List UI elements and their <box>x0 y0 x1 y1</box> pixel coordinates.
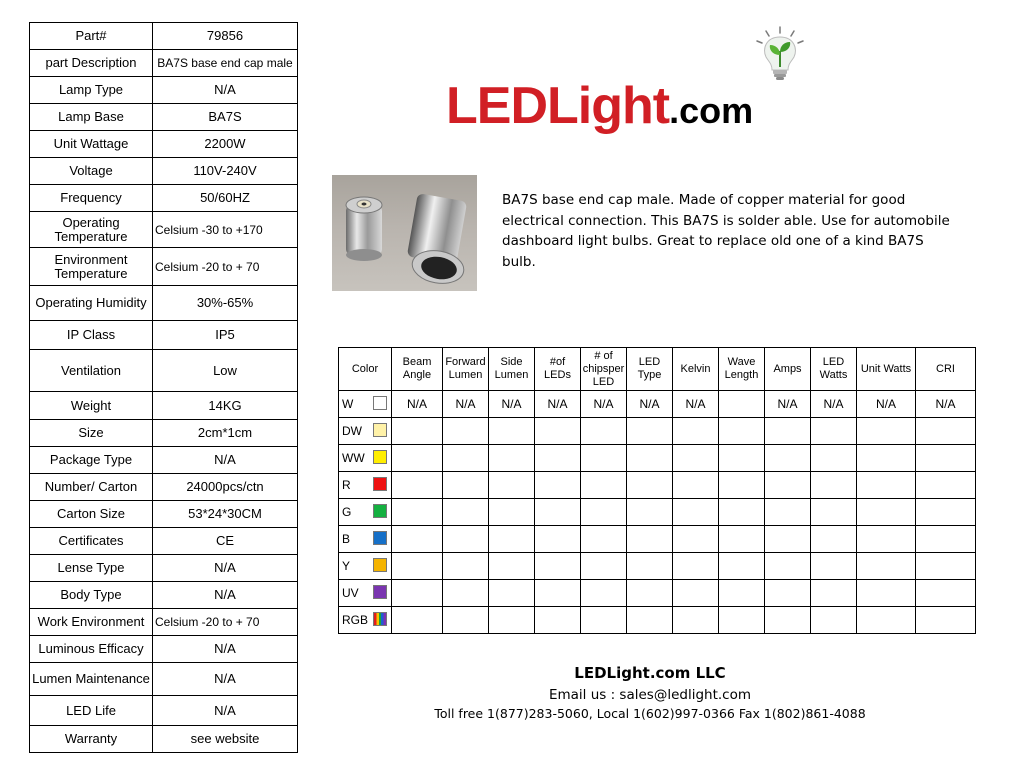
color-value-cell <box>489 418 535 445</box>
color-value-cell: N/A <box>811 391 857 418</box>
color-value-cell: N/A <box>392 391 443 418</box>
color-name-cell <box>339 418 392 445</box>
spec-value: 50/60HZ <box>153 185 298 212</box>
color-table-header: Color <box>339 348 392 391</box>
color-name: B <box>342 532 351 546</box>
spec-key: Operating Humidity <box>30 286 153 321</box>
color-name-cell <box>339 499 392 526</box>
spec-value: N/A <box>153 447 298 474</box>
color-value-cell: N/A <box>857 391 916 418</box>
color-value-cell <box>719 472 765 499</box>
spec-row <box>30 248 298 286</box>
color-name: WW <box>342 451 365 465</box>
spec-value: BA7S base end cap male <box>153 50 298 77</box>
color-value-cell <box>535 472 581 499</box>
color-value-cell <box>535 499 581 526</box>
spec-key: Environment Temperature <box>30 248 153 286</box>
color-value-cell <box>916 607 976 634</box>
spec-value: Celsium -30 to +170 <box>153 212 298 248</box>
spec-key: IP Class <box>30 321 153 350</box>
spec-row <box>30 77 298 104</box>
logo-suffix-text: .com <box>669 90 754 131</box>
color-value-cell <box>627 418 673 445</box>
color-value-cell <box>857 499 916 526</box>
color-value-cell <box>673 472 719 499</box>
spec-key: Operating Temperature <box>30 212 153 248</box>
color-value-cell <box>719 445 765 472</box>
color-value-cell <box>627 472 673 499</box>
spec-row <box>30 582 298 609</box>
spec-row <box>30 528 298 555</box>
color-table-header: LED Type <box>627 348 673 391</box>
color-row <box>339 553 976 580</box>
color-value-cell <box>392 472 443 499</box>
spec-key: Unit Wattage <box>30 131 153 158</box>
spec-value: IP5 <box>153 321 298 350</box>
spec-table <box>29 22 298 753</box>
color-value-cell <box>673 418 719 445</box>
color-value-cell <box>719 499 765 526</box>
spec-key: Part# <box>30 23 153 50</box>
color-value-cell <box>443 607 489 634</box>
color-value-cell <box>673 499 719 526</box>
color-swatch <box>373 450 387 464</box>
color-swatch <box>373 558 387 572</box>
color-value-cell <box>857 418 916 445</box>
color-value-cell <box>535 553 581 580</box>
color-value-cell <box>535 580 581 607</box>
color-value-cell <box>916 553 976 580</box>
color-value-cell <box>581 445 627 472</box>
color-value-cell <box>765 607 811 634</box>
spec-key: Warranty <box>30 726 153 753</box>
spec-key: Certificates <box>30 528 153 555</box>
spec-value: CE <box>153 528 298 555</box>
color-value-cell <box>581 580 627 607</box>
color-value-cell <box>535 607 581 634</box>
color-value-cell <box>765 418 811 445</box>
color-value-cell <box>673 445 719 472</box>
spec-row <box>30 350 298 392</box>
spec-row <box>30 726 298 753</box>
color-value-cell <box>719 580 765 607</box>
color-table-header: Unit Watts <box>857 348 916 391</box>
color-name: W <box>342 397 354 411</box>
spec-key: Package Type <box>30 447 153 474</box>
color-value-cell <box>916 580 976 607</box>
color-value-cell <box>535 418 581 445</box>
spec-value: N/A <box>153 77 298 104</box>
spec-key: Size <box>30 420 153 447</box>
spec-row <box>30 609 298 636</box>
color-value-cell <box>443 580 489 607</box>
spec-value: 30%-65% <box>153 286 298 321</box>
ba7s-end-cap-image-icon <box>332 175 477 291</box>
logo-main-text: LEDLight <box>446 77 670 135</box>
color-name: DW <box>342 424 362 438</box>
color-table-header: Forward Lumen <box>443 348 489 391</box>
spec-key: Lumen Maintenance <box>30 663 153 696</box>
color-row <box>339 445 976 472</box>
spec-value: Celsium -20 to + 70 <box>153 609 298 636</box>
color-value-cell <box>392 445 443 472</box>
color-value-cell <box>581 499 627 526</box>
color-name: R <box>342 478 351 492</box>
color-value-cell <box>581 553 627 580</box>
color-value-cell <box>916 526 976 553</box>
color-value-cell <box>581 526 627 553</box>
color-value-cell <box>719 418 765 445</box>
spec-row <box>30 104 298 131</box>
color-value-cell <box>719 553 765 580</box>
spec-value: 79856 <box>153 23 298 50</box>
color-row <box>339 580 976 607</box>
spec-value: N/A <box>153 582 298 609</box>
color-value-cell: N/A <box>443 391 489 418</box>
color-value-cell <box>719 607 765 634</box>
spec-key: Ventilation <box>30 350 153 392</box>
color-value-cell <box>392 499 443 526</box>
spec-key: Body Type <box>30 582 153 609</box>
color-value-cell <box>627 445 673 472</box>
spec-row <box>30 636 298 663</box>
spec-value: N/A <box>153 636 298 663</box>
color-value-cell <box>627 526 673 553</box>
spec-key: part Description <box>30 50 153 77</box>
spec-value: 53*24*30CM <box>153 501 298 528</box>
color-value-cell <box>392 418 443 445</box>
color-value-cell <box>916 499 976 526</box>
color-value-cell <box>857 580 916 607</box>
spec-row <box>30 158 298 185</box>
color-row <box>339 391 976 418</box>
color-value-cell <box>581 472 627 499</box>
spec-value: N/A <box>153 696 298 726</box>
spec-key: Work Environment <box>30 609 153 636</box>
color-value-cell <box>811 580 857 607</box>
spec-value: N/A <box>153 555 298 582</box>
color-value-cell <box>627 499 673 526</box>
color-name: Y <box>342 559 351 573</box>
color-value-cell <box>916 445 976 472</box>
color-value-cell <box>916 418 976 445</box>
spec-row <box>30 501 298 528</box>
color-table-header: #of LEDs <box>535 348 581 391</box>
color-value-cell <box>392 526 443 553</box>
spec-value: BA7S <box>153 104 298 131</box>
color-value-cell <box>765 499 811 526</box>
spec-row <box>30 131 298 158</box>
color-name-cell <box>339 607 392 634</box>
color-value-cell <box>489 607 535 634</box>
spec-value: 24000pcs/ctn <box>153 474 298 501</box>
color-value-cell <box>765 472 811 499</box>
spec-key: Carton Size <box>30 501 153 528</box>
color-value-cell <box>443 418 489 445</box>
spec-row <box>30 392 298 420</box>
ledlight-logo <box>446 78 753 139</box>
spec-value: see website <box>153 726 298 753</box>
spec-value: N/A <box>153 663 298 696</box>
color-table-header: # of chipsper LED <box>581 348 627 391</box>
product-description: BA7S base end cap male. Made of copper material for good electrical connection. This BA7S is solder able. Use for automobile dashboard light bulbs. Great to replace old one of a kind BA7S bulb. <box>502 192 950 270</box>
spec-value: 14KG <box>153 392 298 420</box>
phone-line: Toll free 1(877)283-5060, Local 1(602)997-0366 Fax 1(802)861-4088 <box>434 706 866 721</box>
color-table-header: Wave Length <box>719 348 765 391</box>
spec-row <box>30 555 298 582</box>
color-value-cell <box>443 499 489 526</box>
color-name-cell <box>339 445 392 472</box>
spec-key: Weight <box>30 392 153 420</box>
spec-key: Lamp Type <box>30 77 153 104</box>
spec-value: Low <box>153 350 298 392</box>
color-swatch <box>373 504 387 518</box>
spec-key: Lense Type <box>30 555 153 582</box>
spec-value: Celsium -20 to + 70 <box>153 248 298 286</box>
color-value-cell <box>581 607 627 634</box>
color-table-header: CRI <box>916 348 976 391</box>
color-value-cell <box>857 553 916 580</box>
bulb-leaf-logo-icon <box>752 25 808 83</box>
spec-row <box>30 474 298 501</box>
spec-row <box>30 696 298 726</box>
product-photo <box>332 175 477 291</box>
color-value-cell <box>811 445 857 472</box>
company-name: LEDLight.com LLC <box>574 664 726 682</box>
color-value-cell <box>535 526 581 553</box>
color-value-cell: N/A <box>627 391 673 418</box>
color-row <box>339 418 976 445</box>
color-value-cell <box>392 553 443 580</box>
color-swatch <box>373 396 387 410</box>
color-value-cell: N/A <box>765 391 811 418</box>
spec-key: Voltage <box>30 158 153 185</box>
color-value-cell <box>811 526 857 553</box>
color-row <box>339 607 976 634</box>
color-value-cell <box>811 553 857 580</box>
spec-row <box>30 321 298 350</box>
color-value-cell <box>719 391 765 418</box>
color-value-cell <box>765 553 811 580</box>
color-value-cell <box>765 526 811 553</box>
color-row <box>339 472 976 499</box>
color-value-cell <box>765 580 811 607</box>
color-value-cell <box>627 553 673 580</box>
color-value-cell: N/A <box>535 391 581 418</box>
color-name-cell <box>339 391 392 418</box>
color-value-cell <box>857 445 916 472</box>
color-name-cell <box>339 526 392 553</box>
color-value-cell <box>811 418 857 445</box>
color-name: G <box>342 505 352 519</box>
color-row <box>339 526 976 553</box>
spec-key: LED Life <box>30 696 153 726</box>
color-value-cell <box>627 580 673 607</box>
color-value-cell <box>811 499 857 526</box>
color-name-cell <box>339 553 392 580</box>
color-value-cell <box>392 607 443 634</box>
color-value-cell: N/A <box>916 391 976 418</box>
color-value-cell <box>673 553 719 580</box>
spec-row <box>30 185 298 212</box>
color-value-cell <box>673 607 719 634</box>
color-value-cell <box>673 526 719 553</box>
color-value-cell <box>811 472 857 499</box>
color-table-header: Amps <box>765 348 811 391</box>
color-value-cell <box>811 607 857 634</box>
color-table-header: Side Lumen <box>489 348 535 391</box>
color-value-cell <box>489 580 535 607</box>
color-value-cell <box>673 580 719 607</box>
color-table-header: Kelvin <box>673 348 719 391</box>
color-value-cell <box>392 580 443 607</box>
color-name: RGB <box>342 613 369 627</box>
color-value-cell <box>627 607 673 634</box>
spec-value: 110V-240V <box>153 158 298 185</box>
spec-row <box>30 23 298 50</box>
color-value-cell <box>443 526 489 553</box>
spec-value: 2cm*1cm <box>153 420 298 447</box>
color-value-cell <box>489 499 535 526</box>
color-value-cell: N/A <box>581 391 627 418</box>
color-value-cell <box>443 472 489 499</box>
color-value-cell <box>765 445 811 472</box>
color-value-cell <box>489 472 535 499</box>
color-value-cell <box>581 418 627 445</box>
color-spec-table <box>338 347 976 634</box>
color-row <box>339 499 976 526</box>
color-value-cell <box>719 526 765 553</box>
spec-key: Luminous Efficacy <box>30 636 153 663</box>
spec-row <box>30 50 298 77</box>
color-name: UV <box>342 586 359 600</box>
spec-row <box>30 286 298 321</box>
color-value-cell: N/A <box>489 391 535 418</box>
color-value-cell <box>916 472 976 499</box>
spec-key: Frequency <box>30 185 153 212</box>
color-swatch <box>373 612 387 626</box>
color-value-cell <box>489 553 535 580</box>
color-value-cell <box>443 553 489 580</box>
color-swatch <box>373 477 387 491</box>
color-name-cell <box>339 580 392 607</box>
color-value-cell <box>857 472 916 499</box>
color-value-cell: N/A <box>673 391 719 418</box>
color-swatch <box>373 531 387 545</box>
color-value-cell <box>857 607 916 634</box>
spec-key: Number/ Carton <box>30 474 153 501</box>
color-value-cell <box>535 445 581 472</box>
spec-value: 2200W <box>153 131 298 158</box>
color-table-header: Beam Angle <box>392 348 443 391</box>
spec-row <box>30 420 298 447</box>
color-name-cell <box>339 472 392 499</box>
color-table-header: LED Watts <box>811 348 857 391</box>
spec-row <box>30 447 298 474</box>
color-swatch <box>373 585 387 599</box>
color-swatch <box>373 423 387 437</box>
color-value-cell <box>489 445 535 472</box>
color-value-cell <box>857 526 916 553</box>
color-value-cell <box>443 445 489 472</box>
color-value-cell <box>489 526 535 553</box>
spec-row <box>30 663 298 696</box>
spec-row <box>30 212 298 248</box>
spec-key: Lamp Base <box>30 104 153 131</box>
email-line: Email us : sales@ledlight.com <box>548 687 752 703</box>
